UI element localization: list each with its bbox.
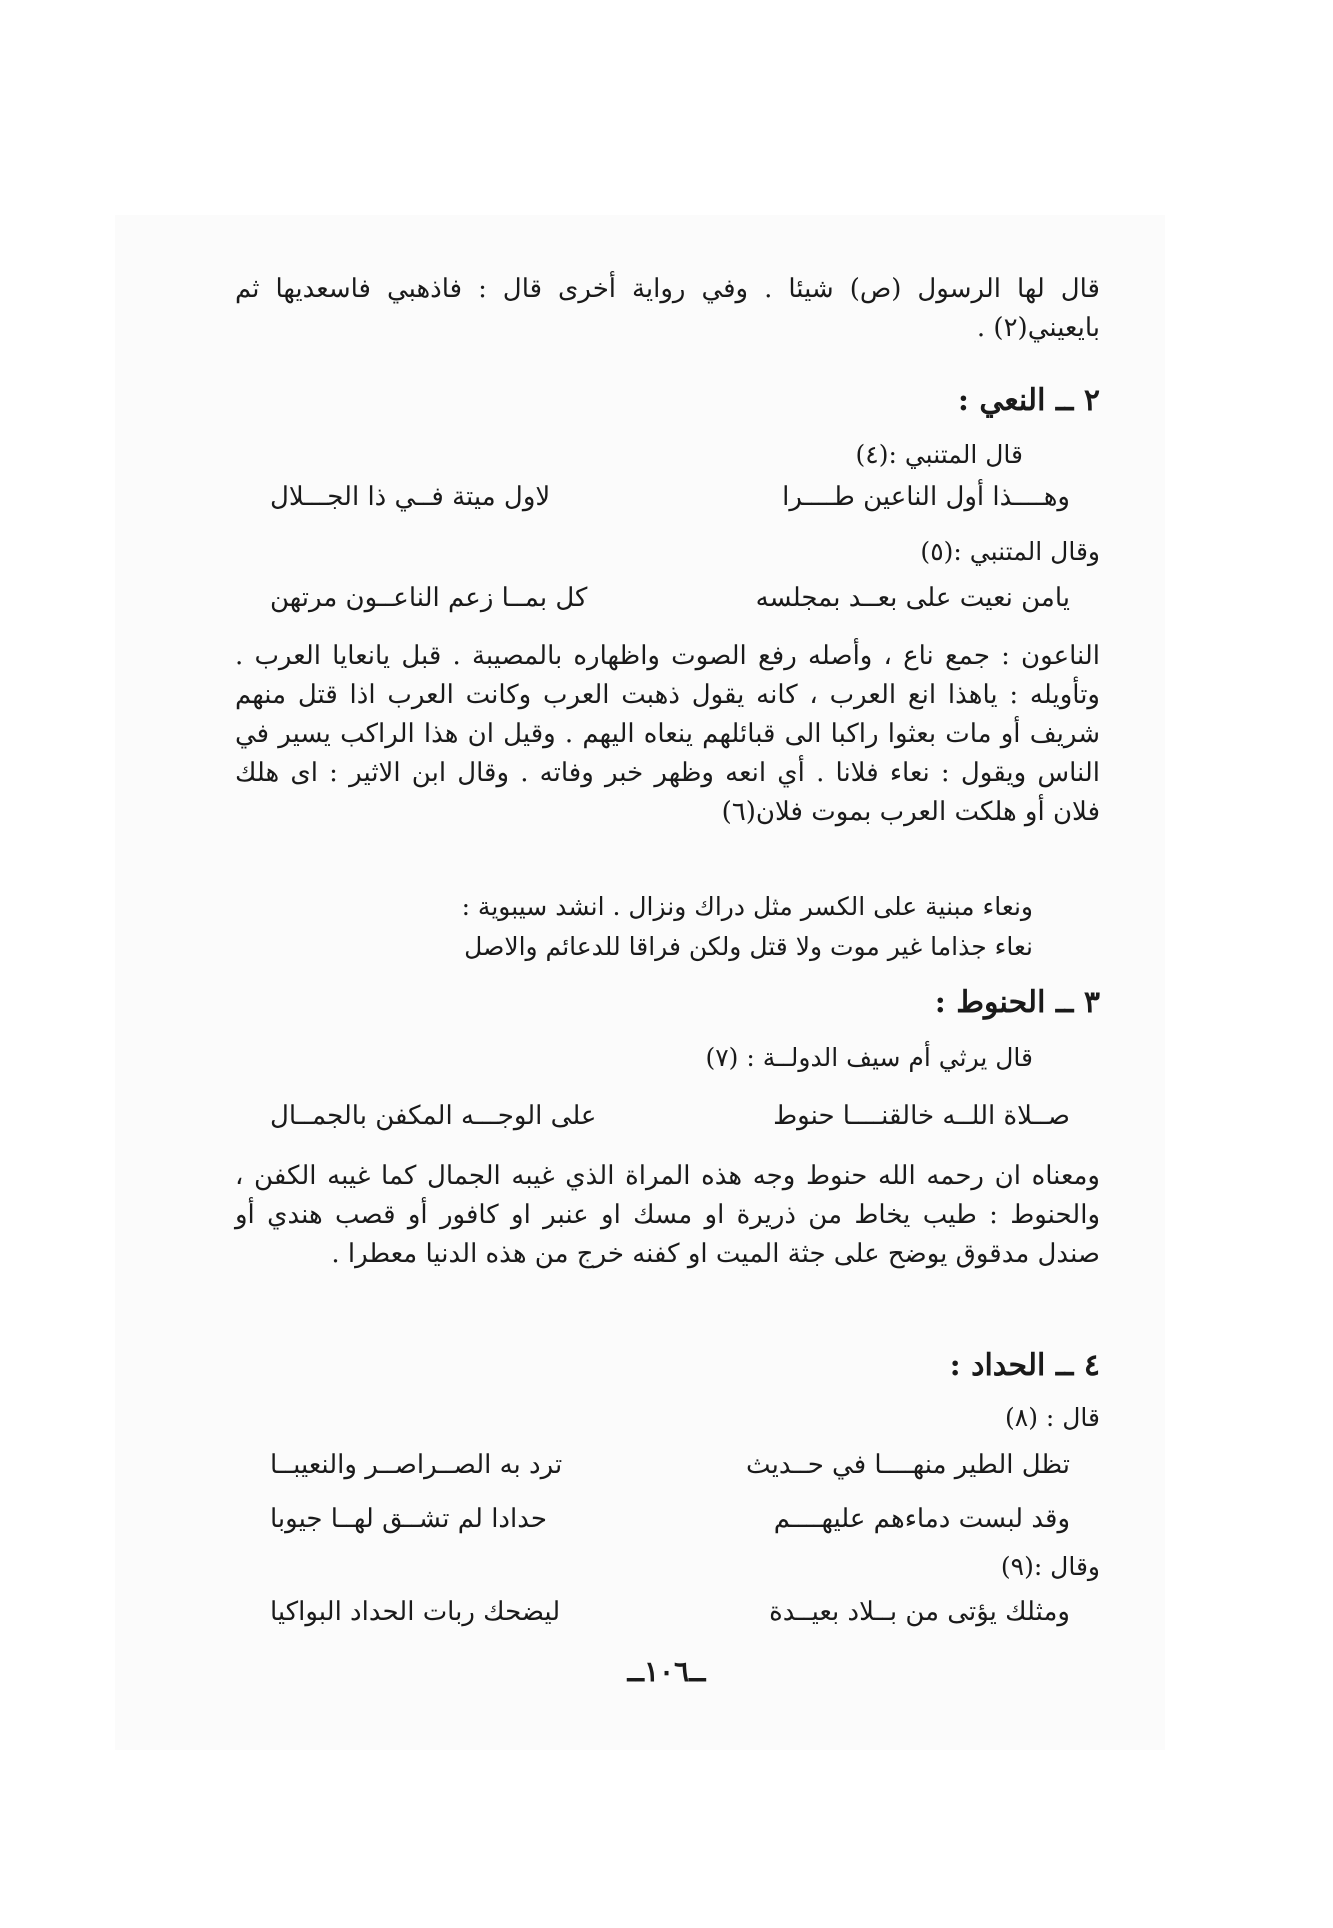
verse-first-hemistich: وقد لبست دماءهم عليهــــم bbox=[773, 1504, 1070, 1534]
verse-intro: قال : (٨) bbox=[1004, 1403, 1100, 1432]
explanation-paragraph: ومعناه ان رحمه الله حنوط وجه هذه المراة الذي غيبه الجمال كما غيبه الكفن ، والحنوط : طيب يخاط من ذريرة او مسك او عنبر او كافور أو قصب هندي أو صندل مدقوق يوضح على جثة الميت او كفنه خرج من هذه الدنيا معطرا . bbox=[235, 1161, 1100, 1269]
verse-second-hemistich: على الوجـــه المكفن بالجمــال bbox=[270, 1101, 597, 1131]
verse-intro: قال يرثي أم سيف الدولــة : (٧) bbox=[705, 1043, 1033, 1072]
section-heading-hidad: ٤ ــ الحداد : bbox=[949, 1348, 1100, 1383]
verse-second-hemistich: ليضحك ربات الحداد البواكيا bbox=[270, 1597, 561, 1627]
verse-second-hemistich: حدادا لم تشــق لهــا جيوبا bbox=[270, 1504, 547, 1534]
verse-second-hemistich: ترد به الصــراصــر والنعيبــا bbox=[270, 1450, 563, 1480]
verse-second-hemistich: لاول ميتة فــي ذا الجـــلال bbox=[270, 482, 551, 512]
grammar-note: ونعاء مبنية على الكسر مثل دراك ونزال . انشد سيبوية : bbox=[461, 892, 1033, 921]
verse-intro: وقال :(٩) bbox=[1000, 1552, 1100, 1581]
verse bbox=[250, 1450, 1070, 1494]
verse bbox=[250, 482, 1070, 526]
section-heading-naai: ٢ ــ النعي : bbox=[957, 383, 1100, 418]
page-number: ــ١٠٦ــ bbox=[627, 1655, 706, 1688]
verse-intro: وقال المتنبي :(٥) bbox=[920, 537, 1100, 566]
verse-intro: قال المتنبي :(٤) bbox=[855, 440, 1023, 469]
verse-first-hemistich: ومثلك يؤتى من بــلاد بعيــدة bbox=[769, 1597, 1070, 1627]
verse-first-hemistich: تظل الطير منهــــا في حــديث bbox=[746, 1450, 1070, 1480]
verse-first-hemistich: يامن نعيت على بعــد بمجلسه bbox=[755, 583, 1070, 613]
verse-second-hemistich: كل بمــا زعم الناعــون مرتهن bbox=[270, 583, 588, 613]
quoted-verse: نعاء جذاما غير موت ولا قتل ولكن فراقا للدعائم والاصل bbox=[464, 932, 1033, 961]
verse bbox=[250, 1597, 1070, 1641]
verse-first-hemistich: صــلاة اللــه خالقنــــا حنوط bbox=[773, 1101, 1070, 1131]
verse bbox=[250, 583, 1070, 627]
verse-first-hemistich: وهــــذا أول الناعين طــــرا bbox=[782, 482, 1070, 512]
verse bbox=[250, 1101, 1070, 1145]
section-heading-hanut: ٣ ــ الحنوط : bbox=[934, 985, 1100, 1020]
intro-paragraph: قال لها الرسول (ص) شيئا . وفي رواية أخرى قال : فاذهبي فاسعديها ثم بايعيني(٢) . bbox=[235, 274, 1100, 343]
explanation-paragraph: الناعون : جمع ناع ، وأصله رفع الصوت واظهاره بالمصيبة . قبل يانعايا العرب . وتأويله : ياهذا انع العرب ، كانه يقول ذهبت العرب وكانت العرب اذا قتل منهم شريف أو مات بعثوا راكبا الى قبائلهم ينعاه اليهم . وقيل ان هذا الراكب يسير في الناس ويقول : نعاء فلانا . أي انعه وظهر خبر وفاته . وقال ابن الاثير : اى هلك فلان أو هلكت العرب بموت فلان(٦) bbox=[235, 641, 1100, 827]
verse bbox=[250, 1504, 1070, 1548]
